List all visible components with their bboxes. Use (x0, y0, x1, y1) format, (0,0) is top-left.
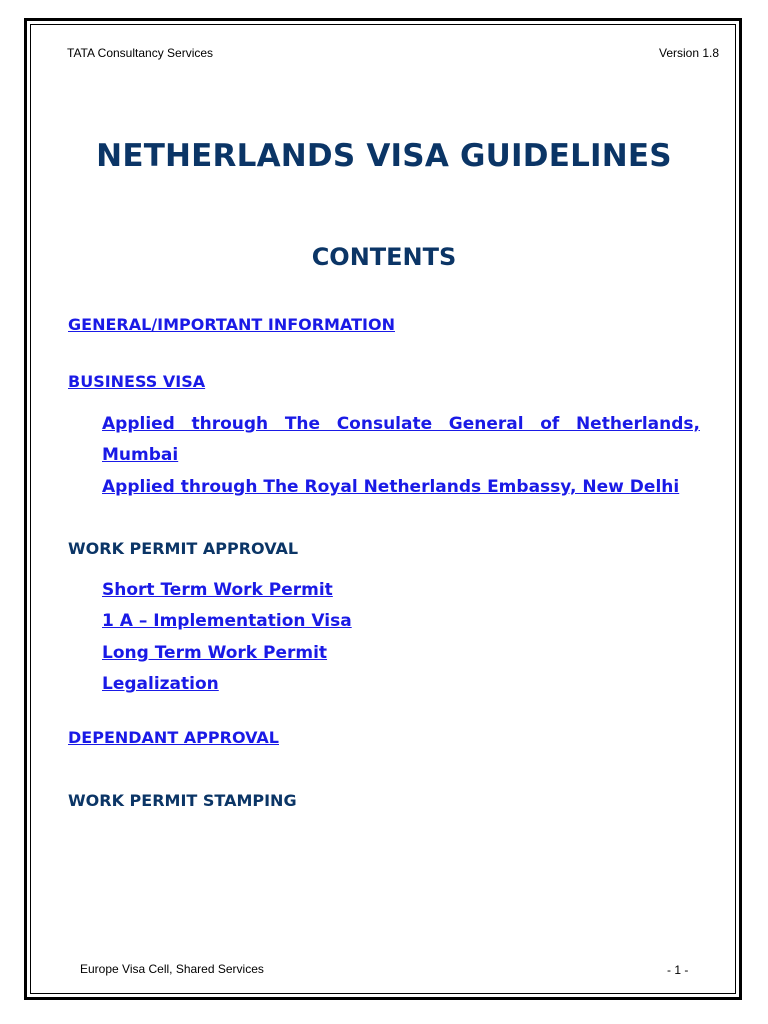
header-version: Version 1.8 (659, 46, 720, 60)
header-company: TATA Consultancy Services (67, 46, 214, 60)
toc-link-general-information[interactable]: GENERAL/IMPORTANT INFORMATION (68, 315, 395, 334)
contents-heading: CONTENTS (311, 243, 457, 271)
footer-page-number: - 1 - (667, 963, 689, 977)
toc-link-business-visa-delhi[interactable]: Applied through The Royal Netherlands Embassy, New Delhi (102, 477, 680, 497)
toc-link-long-term-work-permit[interactable]: Long Term Work Permit (102, 643, 328, 663)
footer-department: Europe Visa Cell, Shared Services (80, 962, 264, 976)
toc-heading-work-permit-approval: WORK PERMIT APPROVAL (68, 539, 299, 558)
toc-heading-work-permit-stamping: WORK PERMIT STAMPING (68, 791, 297, 810)
toc-link-implementation-visa[interactable]: 1 A – Implementation Visa (102, 611, 352, 631)
toc-link-business-visa[interactable]: BUSINESS VISA (68, 372, 206, 391)
toc-link-short-term-work-permit[interactable]: Short Term Work Permit (102, 580, 333, 600)
toc-link-business-visa-mumbai[interactable]: Applied through The Consulate General of Netherlands, Mumbai (102, 414, 700, 465)
toc-link-dependant-approval[interactable]: DEPENDANT APPROVAL (68, 728, 279, 747)
toc-link-legalization[interactable]: Legalization (102, 674, 219, 694)
document-title: NETHERLANDS VISA GUIDELINES (96, 138, 672, 174)
